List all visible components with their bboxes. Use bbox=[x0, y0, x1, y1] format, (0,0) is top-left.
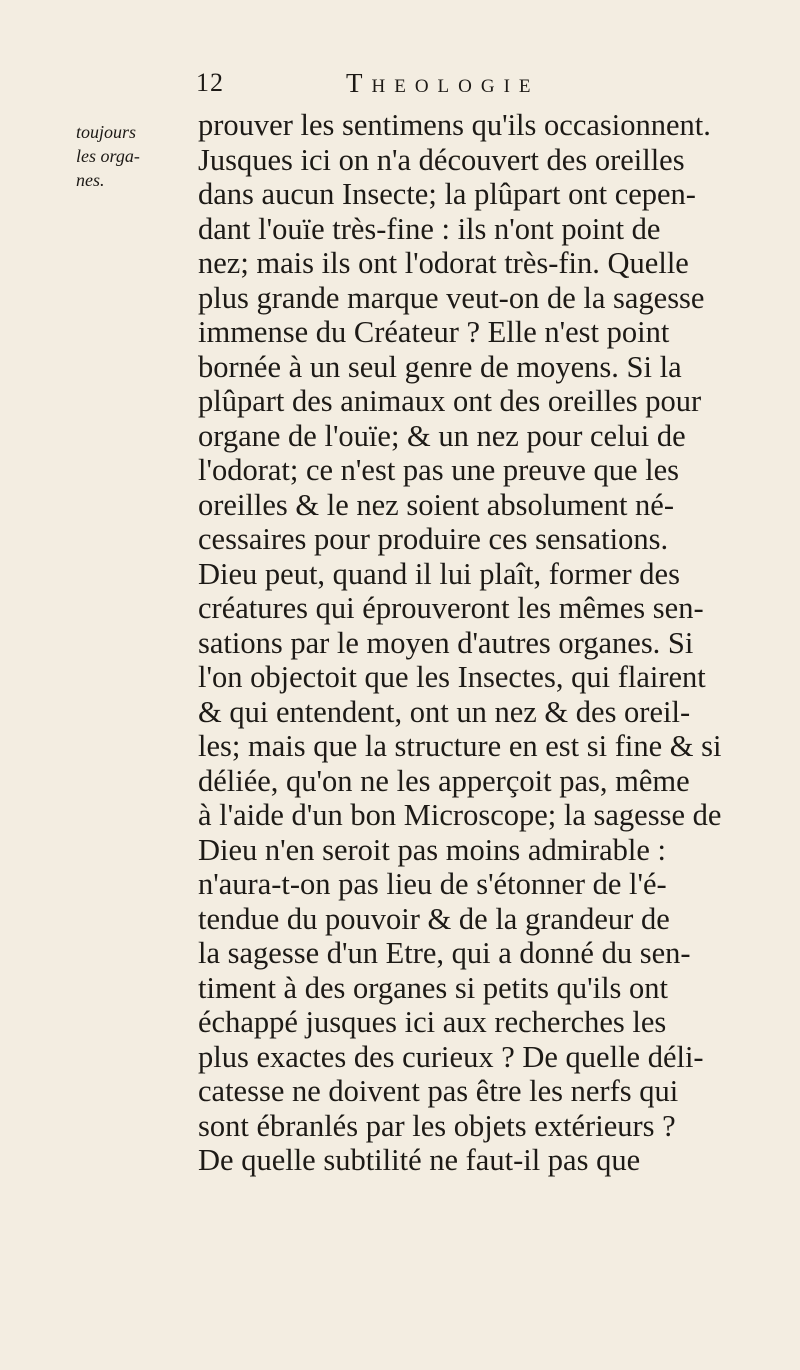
text-line: catesse ne doivent pas être les nerfs qui bbox=[198, 1074, 679, 1108]
text-line: sations par le moyen d'autres organes. Si bbox=[198, 625, 694, 660]
text-line: échappé jusques ici aux recherches les bbox=[198, 1005, 667, 1039]
text-line: cessaires pour produire ces sensations. bbox=[198, 522, 669, 556]
text-line: les; mais que la structure en est si fine & si bbox=[198, 729, 722, 763]
text-line: oreilles & le nez soient absolument né- bbox=[198, 487, 674, 522]
text-line: à l'aide d'un bon Microscope; la sagesse de bbox=[198, 798, 722, 832]
running-title: Theologie bbox=[346, 68, 540, 98]
page-header bbox=[196, 68, 616, 108]
text-line: nez; mais ils ont l'odorat très-fin. Quelle bbox=[198, 246, 689, 280]
text-line: l'odorat; ce n'est pas une preuve que les bbox=[198, 453, 680, 487]
text-line: dans aucun Insecte; la plûpart ont cepen- bbox=[198, 177, 696, 211]
text-line: tendue du pouvoir & de la grandeur de bbox=[198, 901, 670, 936]
text-line: déliée, qu'on ne les apperçoit pas, même bbox=[198, 763, 690, 798]
text-line: plûpart des animaux ont des oreilles pour bbox=[198, 384, 702, 418]
text-line: Dieu peut, quand il lui plaît, former des bbox=[198, 556, 680, 591]
text-line: organe de l'ouïe; & un nez pour celui de bbox=[198, 418, 686, 453]
text-line: créatures qui éprouveront les mêmes sen- bbox=[198, 591, 704, 625]
text-line: De quelle subtilité ne faut-il pas que bbox=[198, 1143, 641, 1177]
margin-note-line: toujours bbox=[76, 122, 137, 142]
text-line: la sagesse d'un Etre, qui a donné du sen- bbox=[198, 936, 691, 970]
margin-note-line: les orga- bbox=[76, 146, 140, 166]
margin-note bbox=[76, 120, 186, 192]
text-line: immense du Créateur ? Elle n'est point bbox=[198, 315, 670, 349]
text-line: dant l'ouïe très-fine : ils n'ont point de bbox=[198, 211, 661, 246]
body-text bbox=[198, 108, 798, 1178]
text-line: prouver les sentimens qu'ils occasionnent. bbox=[198, 108, 711, 142]
text-line: timent à des organes si petits qu'ils ont bbox=[198, 970, 669, 1005]
text-line: n'aura-t-on pas lieu de s'étonner de l'é- bbox=[198, 867, 667, 901]
text-line: plus grande marque veut-on de la sagesse bbox=[198, 280, 705, 315]
margin-note-line: nes. bbox=[76, 170, 105, 190]
text-line: sont ébranlés par les objets extérieurs ? bbox=[198, 1108, 676, 1143]
page-number: 12 bbox=[196, 68, 224, 97]
text-line: & qui entendent, ont un nez & des oreil- bbox=[198, 694, 691, 729]
text-line: Jusques ici on n'a découvert des oreilles bbox=[198, 142, 685, 177]
text-line: l'on objectoit que les Insectes, qui flairent bbox=[198, 660, 706, 694]
text-line: Dieu n'en seroit pas moins admirable : bbox=[198, 832, 666, 867]
text-line: plus exactes des curieux ? De quelle déli- bbox=[198, 1039, 704, 1074]
text-line: bornée à un seul genre de moyens. Si la bbox=[198, 349, 682, 384]
